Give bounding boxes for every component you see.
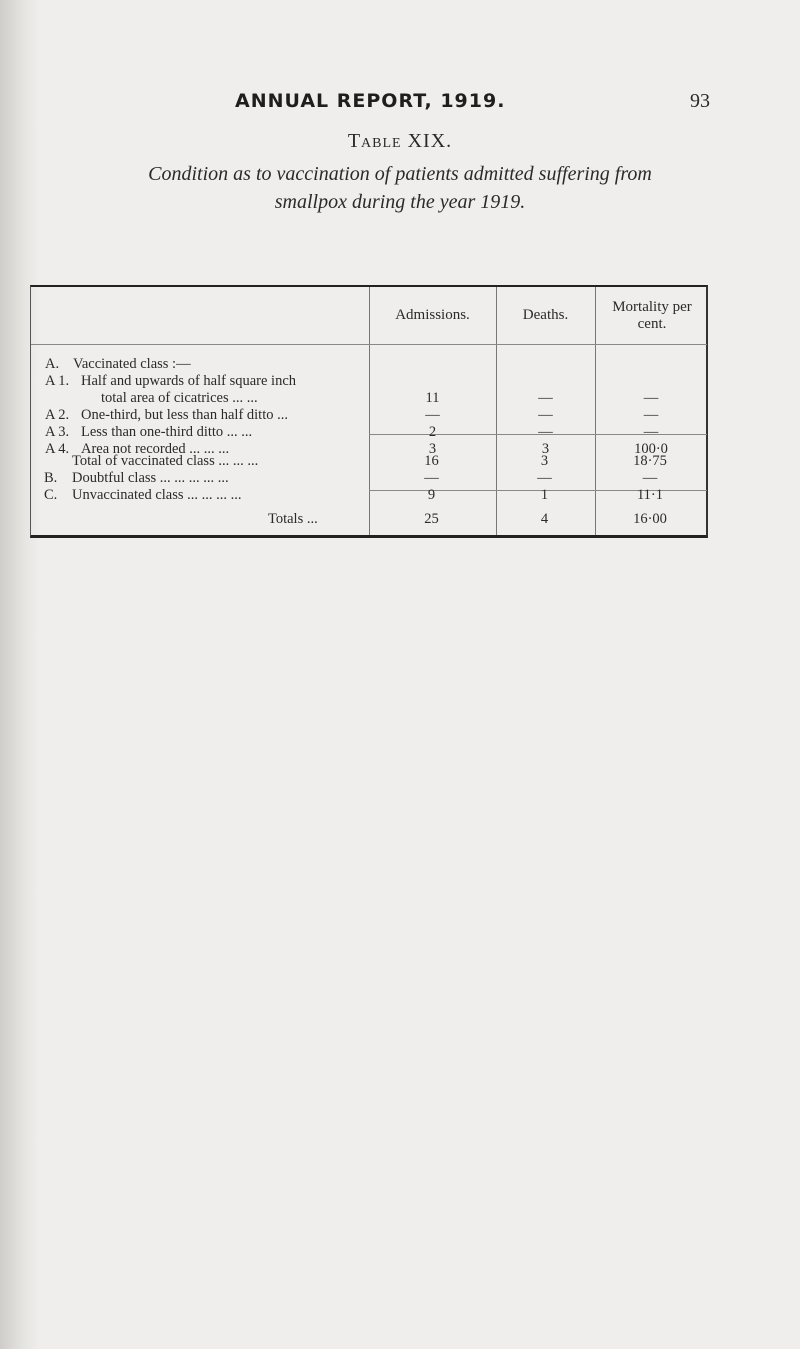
admissions-cell: 11	[425, 390, 440, 406]
deaths-cell: —	[537, 470, 552, 486]
deaths-cell: —	[538, 407, 553, 423]
admissions-cell: 16	[424, 453, 439, 469]
column-header-deaths: Deaths.	[522, 307, 569, 323]
mortality-cell: —	[643, 424, 659, 440]
row-key: A 2.	[45, 407, 70, 423]
deaths-cell: 3	[541, 441, 550, 457]
row-key: C.	[44, 487, 58, 503]
row-label: total area of cicatrices ... ...	[101, 390, 258, 406]
deaths-cell: 3	[540, 453, 549, 469]
caption-line-2: smallpox during the year 1919.	[274, 191, 526, 213]
table-caption	[60, 160, 740, 216]
deaths-cell: —	[538, 390, 553, 406]
admissions-cell: 2	[428, 424, 437, 440]
mortality-cell: 100·0	[634, 441, 668, 457]
admissions-cell: 3	[428, 441, 437, 457]
deaths-cell: —	[538, 424, 553, 440]
row-key: A 4.	[45, 441, 70, 457]
mortality-cell: 11·1	[636, 487, 664, 503]
row-key: A 1.	[45, 373, 70, 389]
page-edge-shadow	[0, 0, 40, 1349]
totals-label: Totals ...	[268, 511, 318, 527]
row-label: Area not recorded ... ... ...	[81, 441, 230, 457]
table-row-totals	[30, 509, 706, 529]
row-key: B.	[44, 470, 58, 486]
row-label: Half and upwards of half square inch	[81, 373, 297, 389]
table-title: Table XIX.	[347, 130, 453, 152]
row-label: Unvaccinated class ... ... ... ...	[72, 487, 242, 503]
page-header	[235, 90, 710, 118]
mortality-cell: —	[642, 470, 658, 486]
column-header-admissions: Admissions.	[395, 307, 470, 323]
row-key: A 3.	[45, 424, 70, 440]
column-header-mortality: Mortality per cent.	[612, 298, 692, 332]
running-head: ANNUAL REPORT, 1919.	[235, 90, 506, 112]
mortality-cell: 18·75	[633, 453, 667, 469]
admissions-cell: —	[424, 470, 439, 486]
deaths-cell: 1	[540, 487, 549, 503]
admissions-cell: 9	[427, 487, 436, 503]
row-key: A.	[45, 356, 60, 372]
caption-line-1: Condition as to vaccination of patients admitted suffering from	[148, 163, 652, 185]
mortality-cell: —	[643, 390, 659, 406]
table-lower-block	[30, 285, 708, 538]
admissions-cell: —	[425, 407, 440, 423]
admissions-cell: 25	[424, 511, 439, 527]
table-row	[30, 485, 706, 505]
row-label: Less than one-third ditto ... ...	[81, 424, 253, 440]
mortality-cell: —	[643, 407, 659, 423]
row-label: One-third, but less than half ditto ...	[81, 407, 288, 423]
page-number: 93	[690, 90, 710, 112]
mortality-cell: 16·00	[633, 511, 667, 527]
row-label: Doubtful class ... ... ... ... ...	[72, 470, 229, 486]
row-label: Total of vaccinated class ... ... ...	[72, 453, 259, 469]
deaths-cell: 4	[540, 511, 549, 527]
row-label: Vaccinated class :—	[73, 356, 191, 372]
